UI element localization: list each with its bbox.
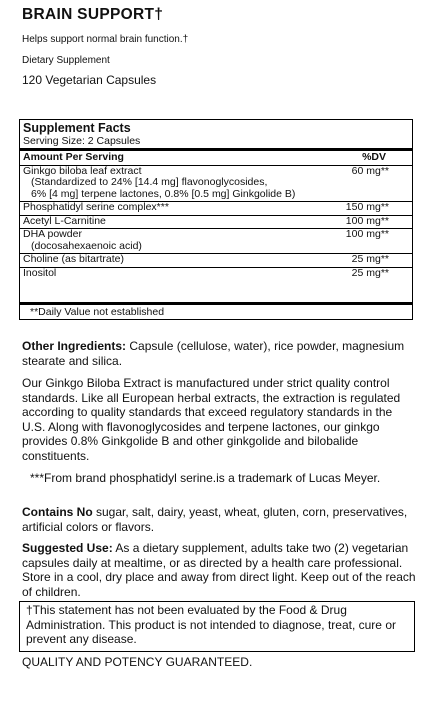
capsule-count: 120 Vegetarian Capsules	[22, 73, 157, 87]
other-ingredients-text: Capsule (cellulose, water), rice powder, magnesium stearate and silica.	[22, 339, 405, 368]
contains-no-text: sugar, salt, dairy, yeast, wheat, gluten, corn, preservatives, artificial colors or flavors.	[22, 505, 408, 534]
suggested-use-label: Suggested Use:	[22, 541, 113, 555]
contains-no-label: Contains No	[22, 505, 93, 519]
contains-no	[22, 505, 417, 534]
facts-row-dha	[20, 229, 412, 254]
other-ingredients	[22, 339, 417, 368]
fda-disclaimer: †This statement has not been evaluated by the Food & Drug Administration. This product is not intended to diagnose, treat, cure or prevent any disease.	[19, 601, 415, 652]
facts-row-acetyl-l-carnitine	[20, 216, 412, 230]
facts-row-phosphatidyl-serine	[20, 202, 412, 216]
dv-label: %DV	[362, 151, 386, 163]
facts-row-ginkgo	[20, 166, 412, 203]
ingredient-name: Choline (as bitartrate)	[23, 253, 124, 265]
product-description: Our Ginkgo Biloba Extract is manufactured under strict quality control standards. Like all European herbal extracts, the extraction is regulated according to quality standards that exceed regulatory standards in the U.S. Along with flavonoglycosides and terpene lactones, our ginkgo provides 0.8% Ginkgolide B and other ginkgolide and bilobalide constituents.	[22, 376, 401, 463]
ingredient-name: Acetyl L-Carnitine	[23, 214, 106, 227]
product-tagline: Helps support normal brain function.†	[22, 34, 189, 45]
product-category: Dietary Supplement	[22, 55, 110, 66]
suggested-use	[22, 541, 417, 599]
ingredient-amount: 25 mg**	[351, 266, 389, 279]
ingredient-name: DHA powder	[23, 228, 82, 240]
ingredient-name: Phosphatidyl serine complex***	[23, 201, 169, 213]
suggested-use-text: As a dietary supplement, adults take two (2) vegetarian capsules daily at mealtime, or as directed by a health care professional. Store in a cool, dry place and away from direct light. Keep out of the reach of children.	[22, 541, 416, 599]
ingredient-amount: 25 mg**	[351, 253, 389, 265]
daily-value-footnote: **Daily Value not established	[20, 302, 412, 319]
facts-row-choline	[20, 254, 412, 268]
product-title: BRAIN SUPPORT†	[22, 6, 164, 23]
ingredient-amount: 150 mg**	[345, 201, 389, 213]
facts-row-inositol	[20, 268, 412, 281]
ingredient-detail: 6% [4 mg] terpene lactones, 0.8% [0.5 mg] Ginkgolide B)	[31, 187, 296, 200]
facts-heading: Supplement Facts	[23, 121, 131, 135]
trademark-note: ***From brand phosphatidyl serine.is a trademark of Lucas Meyer.	[30, 471, 381, 485]
ingredient-amount: 60 mg**	[351, 164, 389, 177]
amount-per-serving-header	[20, 151, 412, 166]
quality-guarantee: QUALITY AND POTENCY GUARANTEED.	[22, 655, 253, 669]
ingredient-name: Ginkgo biloba leaf extract	[23, 164, 142, 177]
supplement-facts-panel	[19, 119, 413, 320]
ingredient-amount: 100 mg**	[345, 214, 389, 227]
amount-label: Amount Per Serving	[23, 151, 124, 163]
ingredient-name: Inositol	[23, 266, 57, 279]
ingredient-detail: (Standardized to 24% [14.4 mg] flavonoglycosides,	[31, 176, 268, 188]
ingredient-detail: (docosahexaenoic acid)	[31, 239, 142, 252]
ingredient-amount: 100 mg**	[345, 228, 389, 240]
serving-size: Serving Size: 2 Capsules	[20, 135, 412, 151]
other-ingredients-label: Other Ingredients:	[22, 339, 127, 353]
